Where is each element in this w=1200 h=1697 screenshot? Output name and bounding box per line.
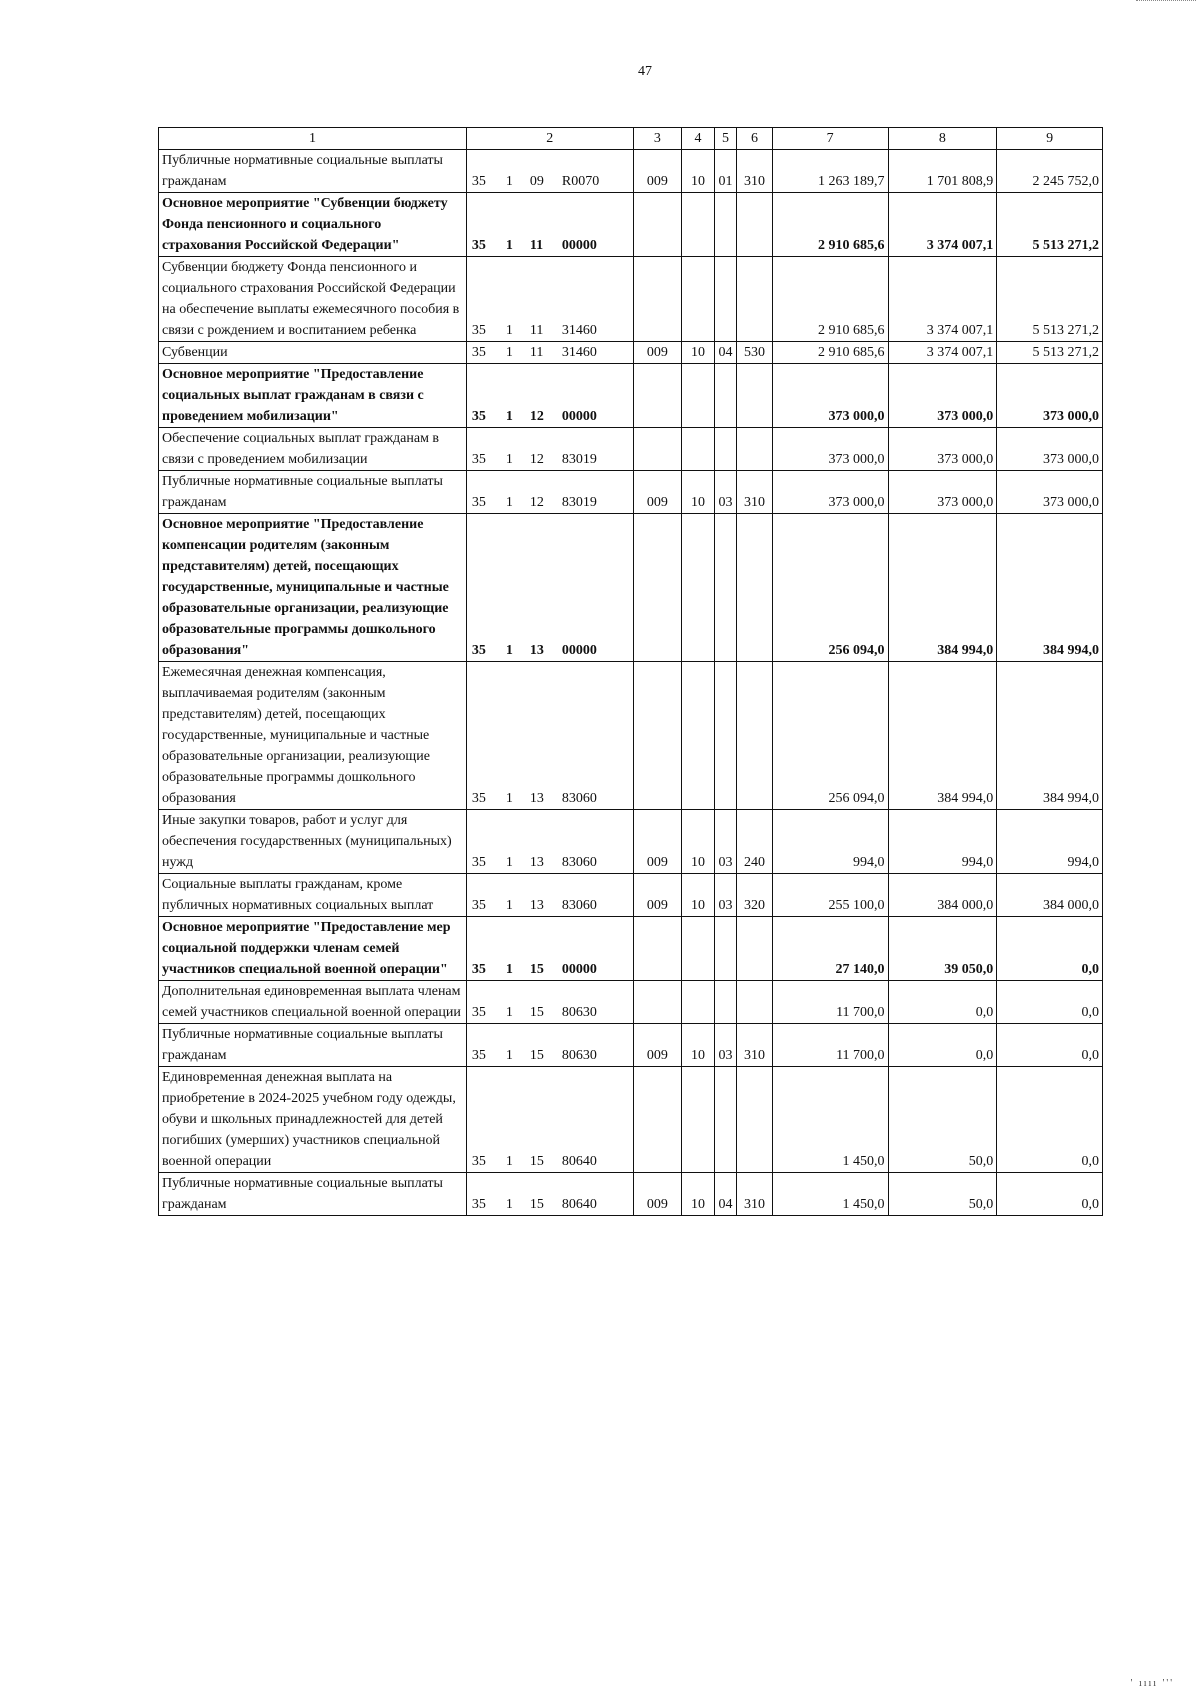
expense-type-code bbox=[737, 428, 773, 471]
amount-col-8: 1 701 808,9 bbox=[888, 150, 997, 193]
program-code-parts bbox=[470, 406, 630, 427]
amount-col-8: 3 374 007,1 bbox=[888, 342, 997, 364]
program-code-part: 00000 bbox=[561, 643, 597, 658]
department-code bbox=[633, 364, 682, 428]
amount-col-9: 384 994,0 bbox=[997, 662, 1103, 810]
department-code: 009 bbox=[633, 342, 682, 364]
expense-type-code: 530 bbox=[737, 342, 773, 364]
program-code-part: 15 bbox=[529, 1197, 544, 1212]
amount-col-8: 0,0 bbox=[888, 981, 997, 1024]
program-code bbox=[466, 193, 633, 257]
program-code-part: 1 bbox=[505, 174, 513, 189]
program-code-part: 13 bbox=[529, 855, 544, 870]
program-code-part: 83060 bbox=[561, 855, 597, 870]
program-code-part: 15 bbox=[529, 962, 544, 977]
amount-col-8: 384 000,0 bbox=[888, 874, 997, 917]
table-row bbox=[159, 810, 1103, 874]
amount-col-7: 256 094,0 bbox=[772, 514, 888, 662]
program-code-part: 00000 bbox=[561, 962, 597, 977]
expense-type-code bbox=[737, 364, 773, 428]
department-code bbox=[633, 193, 682, 257]
header-cell: 1 bbox=[159, 128, 467, 150]
program-code-parts bbox=[470, 959, 630, 980]
subsection-code: 01 bbox=[714, 150, 736, 193]
scan-corner-mark bbox=[1136, 0, 1196, 9]
expense-type-code bbox=[737, 193, 773, 257]
section-code bbox=[682, 257, 715, 342]
program-code bbox=[466, 342, 633, 364]
budget-table bbox=[158, 127, 1103, 1216]
program-code-part: 15 bbox=[529, 1005, 544, 1020]
section-code: 10 bbox=[682, 150, 715, 193]
table-row bbox=[159, 364, 1103, 428]
program-code-part: 1 bbox=[505, 1005, 513, 1020]
amount-col-9: 0,0 bbox=[997, 917, 1103, 981]
program-code-part: 35 bbox=[471, 962, 486, 977]
expense-type-code bbox=[737, 662, 773, 810]
subsection-code bbox=[714, 981, 736, 1024]
department-code: 009 bbox=[633, 1024, 682, 1067]
amount-col-8: 50,0 bbox=[888, 1173, 997, 1216]
program-code bbox=[466, 810, 633, 874]
program-code-part: 13 bbox=[529, 643, 544, 658]
section-code: 10 bbox=[682, 471, 715, 514]
program-code-part: 35 bbox=[471, 238, 486, 253]
header-cell: 6 bbox=[737, 128, 773, 150]
program-code-part: 1 bbox=[505, 643, 513, 658]
program-code-part: 12 bbox=[529, 409, 544, 424]
program-code-part: 31460 bbox=[561, 323, 597, 338]
subsection-code: 03 bbox=[714, 874, 736, 917]
row-name: Публичные нормативные социальные выплаты гражданам bbox=[159, 1173, 467, 1216]
department-code bbox=[633, 917, 682, 981]
program-code-part: 35 bbox=[471, 174, 486, 189]
program-code-parts bbox=[470, 342, 630, 363]
table-row bbox=[159, 514, 1103, 662]
amount-col-7: 373 000,0 bbox=[772, 428, 888, 471]
program-code-part: 12 bbox=[529, 452, 544, 467]
program-code-part: 35 bbox=[471, 323, 486, 338]
program-code bbox=[466, 364, 633, 428]
amount-col-8: 3 374 007,1 bbox=[888, 257, 997, 342]
department-code: 009 bbox=[633, 150, 682, 193]
amount-col-7: 256 094,0 bbox=[772, 662, 888, 810]
program-code-parts bbox=[470, 852, 630, 873]
amount-col-7: 373 000,0 bbox=[772, 364, 888, 428]
program-code bbox=[466, 917, 633, 981]
section-code bbox=[682, 662, 715, 810]
program-code-part: 15 bbox=[529, 1154, 544, 1169]
amount-col-7: 2 910 685,6 bbox=[772, 193, 888, 257]
program-code-part: 1 bbox=[505, 898, 513, 913]
table-row bbox=[159, 874, 1103, 917]
program-code bbox=[466, 874, 633, 917]
section-code bbox=[682, 514, 715, 662]
header-cell: 3 bbox=[633, 128, 682, 150]
amount-col-7: 1 263 189,7 bbox=[772, 150, 888, 193]
program-code-part: 80640 bbox=[561, 1154, 597, 1169]
amount-col-7: 2 910 685,6 bbox=[772, 257, 888, 342]
program-code-part: 1 bbox=[505, 323, 513, 338]
program-code-part: 31460 bbox=[561, 345, 597, 360]
program-code bbox=[466, 662, 633, 810]
program-code-part: 1 bbox=[505, 495, 513, 510]
amount-col-9: 373 000,0 bbox=[997, 428, 1103, 471]
header-cell: 9 bbox=[997, 128, 1103, 150]
program-code-part: 1 bbox=[505, 238, 513, 253]
header-cell: 4 bbox=[682, 128, 715, 150]
row-name: Социальные выплаты гражданам, кроме публичных нормативных социальных выплат bbox=[159, 874, 467, 917]
program-code-part: 13 bbox=[529, 898, 544, 913]
program-code-parts bbox=[470, 320, 630, 341]
program-code bbox=[466, 981, 633, 1024]
amount-col-7: 27 140,0 bbox=[772, 917, 888, 981]
program-code-part: 35 bbox=[471, 898, 486, 913]
table-row bbox=[159, 471, 1103, 514]
amount-col-8: 373 000,0 bbox=[888, 364, 997, 428]
program-code-part: 35 bbox=[471, 791, 486, 806]
table-row bbox=[159, 428, 1103, 471]
department-code bbox=[633, 981, 682, 1024]
expense-type-code: 310 bbox=[737, 150, 773, 193]
amount-col-7: 2 910 685,6 bbox=[772, 342, 888, 364]
program-code-part: 11 bbox=[529, 345, 544, 360]
table-row bbox=[159, 150, 1103, 193]
expense-type-code: 310 bbox=[737, 1024, 773, 1067]
amount-col-8: 994,0 bbox=[888, 810, 997, 874]
amount-col-7: 1 450,0 bbox=[772, 1067, 888, 1173]
department-code: 009 bbox=[633, 1173, 682, 1216]
program-code-part: 1 bbox=[505, 1197, 513, 1212]
program-code bbox=[466, 150, 633, 193]
row-name: Субвенции бюджету Фонда пенсионного и социального страхования Российской Федерации на обеспечение выплаты ежемесячного пособия в связи с рождением и воспитанием ребенка bbox=[159, 257, 467, 342]
section-code bbox=[682, 428, 715, 471]
amount-col-8: 0,0 bbox=[888, 1024, 997, 1067]
table-row bbox=[159, 917, 1103, 981]
amount-col-7: 11 700,0 bbox=[772, 1024, 888, 1067]
program-code-part: 83019 bbox=[561, 495, 597, 510]
expense-type-code: 310 bbox=[737, 1173, 773, 1216]
amount-col-8: 384 994,0 bbox=[888, 514, 997, 662]
page-number: 47 bbox=[638, 64, 652, 79]
expense-type-code bbox=[737, 981, 773, 1024]
program-code-part: R0070 bbox=[561, 174, 600, 189]
section-code bbox=[682, 917, 715, 981]
amount-col-9: 2 245 752,0 bbox=[997, 150, 1103, 193]
department-code: 009 bbox=[633, 874, 682, 917]
department-code: 009 bbox=[633, 471, 682, 514]
program-code-part: 35 bbox=[471, 1154, 486, 1169]
program-code-parts bbox=[470, 235, 630, 256]
program-code-part: 80640 bbox=[561, 1197, 597, 1212]
amount-col-9: 0,0 bbox=[997, 1173, 1103, 1216]
program-code bbox=[466, 1067, 633, 1173]
table-row bbox=[159, 257, 1103, 342]
program-code bbox=[466, 1024, 633, 1067]
subsection-code bbox=[714, 257, 736, 342]
department-code: 009 bbox=[633, 810, 682, 874]
header-cell: 5 bbox=[714, 128, 736, 150]
header-cell: 8 bbox=[888, 128, 997, 150]
program-code-part: 11 bbox=[529, 323, 544, 338]
subsection-code bbox=[714, 193, 736, 257]
table-row bbox=[159, 981, 1103, 1024]
amount-col-9: 0,0 bbox=[997, 1024, 1103, 1067]
header-cell: 7 bbox=[772, 128, 888, 150]
expense-type-code bbox=[737, 1067, 773, 1173]
row-name: Единовременная денежная выплата на приобретение в 2024-2025 учебном году одежды, обуви и школьных принадлежностей для детей погибших (умерших) участников специальной военной операции bbox=[159, 1067, 467, 1173]
program-code-part: 35 bbox=[471, 409, 486, 424]
subsection-code bbox=[714, 428, 736, 471]
department-code bbox=[633, 257, 682, 342]
amount-col-9: 5 513 271,2 bbox=[997, 342, 1103, 364]
program-code-part: 35 bbox=[471, 452, 486, 467]
row-name: Публичные нормативные социальные выплаты гражданам bbox=[159, 471, 467, 514]
table-row bbox=[159, 662, 1103, 810]
section-code bbox=[682, 364, 715, 428]
program-code-parts bbox=[470, 895, 630, 916]
program-code bbox=[466, 1173, 633, 1216]
program-code-part: 1 bbox=[505, 452, 513, 467]
amount-col-8: 50,0 bbox=[888, 1067, 997, 1173]
program-code-part: 1 bbox=[505, 1154, 513, 1169]
subsection-code: 03 bbox=[714, 1024, 736, 1067]
amount-col-9: 384 994,0 bbox=[997, 514, 1103, 662]
scan-bottom-mark: ' ıııı ''' bbox=[1130, 1678, 1174, 1689]
program-code-parts bbox=[470, 449, 630, 470]
row-name: Иные закупки товаров, работ и услуг для обеспечения государственных (муниципальных) нужд bbox=[159, 810, 467, 874]
row-name: Основное мероприятие "Предоставление мер социальной поддержки членам семей участников специальной военной операции" bbox=[159, 917, 467, 981]
program-code-part: 1 bbox=[505, 791, 513, 806]
program-code-parts bbox=[470, 1151, 630, 1172]
amount-col-9: 5 513 271,2 bbox=[997, 257, 1103, 342]
row-name: Публичные нормативные социальные выплаты гражданам bbox=[159, 150, 467, 193]
amount-col-8: 3 374 007,1 bbox=[888, 193, 997, 257]
amount-col-8: 384 994,0 bbox=[888, 662, 997, 810]
table-row bbox=[159, 1067, 1103, 1173]
section-code: 10 bbox=[682, 1173, 715, 1216]
program-code-parts bbox=[470, 1002, 630, 1023]
subsection-code: 03 bbox=[714, 471, 736, 514]
department-code bbox=[633, 514, 682, 662]
expense-type-code bbox=[737, 514, 773, 662]
section-code bbox=[682, 1067, 715, 1173]
row-name: Публичные нормативные социальные выплаты гражданам bbox=[159, 1024, 467, 1067]
amount-col-9: 373 000,0 bbox=[997, 471, 1103, 514]
amount-col-7: 255 100,0 bbox=[772, 874, 888, 917]
row-name: Обеспечение социальных выплат гражданам в связи с проведением мобилизации bbox=[159, 428, 467, 471]
program-code-part: 1 bbox=[505, 409, 513, 424]
table-row bbox=[159, 1173, 1103, 1216]
program-code-parts bbox=[470, 788, 630, 809]
program-code-part: 13 bbox=[529, 791, 544, 806]
amount-col-7: 1 450,0 bbox=[772, 1173, 888, 1216]
expense-type-code bbox=[737, 257, 773, 342]
amount-col-9: 0,0 bbox=[997, 1067, 1103, 1173]
program-code-part: 35 bbox=[471, 1005, 486, 1020]
program-code-part: 1 bbox=[505, 855, 513, 870]
section-code: 10 bbox=[682, 342, 715, 364]
program-code-part: 00000 bbox=[561, 238, 597, 253]
program-code-part: 00000 bbox=[561, 409, 597, 424]
program-code-part: 35 bbox=[471, 855, 486, 870]
program-code-part: 12 bbox=[529, 495, 544, 510]
subsection-code bbox=[714, 1067, 736, 1173]
amount-col-9: 0,0 bbox=[997, 981, 1103, 1024]
expense-type-code bbox=[737, 917, 773, 981]
subsection-code bbox=[714, 364, 736, 428]
section-code: 10 bbox=[682, 874, 715, 917]
program-code-parts bbox=[470, 1045, 630, 1066]
program-code-part: 80630 bbox=[561, 1005, 597, 1020]
amount-col-7: 373 000,0 bbox=[772, 471, 888, 514]
program-code-part: 35 bbox=[471, 1197, 486, 1212]
table-row bbox=[159, 342, 1103, 364]
table-row bbox=[159, 1024, 1103, 1067]
row-name: Ежемесячная денежная компенсация, выплачиваемая родителям (законным представителям) детей, посещающих государственные, муниципальные и частные образовательные организации, реализующие образовательные программы дошкольного образования bbox=[159, 662, 467, 810]
subsection-code bbox=[714, 514, 736, 662]
row-name: Субвенции bbox=[159, 342, 467, 364]
amount-col-8: 373 000,0 bbox=[888, 471, 997, 514]
budget-table-body bbox=[159, 128, 1103, 1216]
amount-col-7: 994,0 bbox=[772, 810, 888, 874]
subsection-code: 04 bbox=[714, 1173, 736, 1216]
amount-col-8: 373 000,0 bbox=[888, 428, 997, 471]
program-code-parts bbox=[470, 1194, 630, 1215]
amount-col-8: 39 050,0 bbox=[888, 917, 997, 981]
department-code bbox=[633, 428, 682, 471]
section-code bbox=[682, 981, 715, 1024]
program-code bbox=[466, 471, 633, 514]
program-code-part: 35 bbox=[471, 345, 486, 360]
section-code: 10 bbox=[682, 1024, 715, 1067]
program-code-part: 1 bbox=[505, 345, 513, 360]
program-code-part: 1 bbox=[505, 962, 513, 977]
department-code bbox=[633, 662, 682, 810]
header-cell: 2 bbox=[466, 128, 633, 150]
program-code-part: 80630 bbox=[561, 1048, 597, 1063]
subsection-code: 03 bbox=[714, 810, 736, 874]
program-code-part: 83060 bbox=[561, 898, 597, 913]
amount-col-7: 11 700,0 bbox=[772, 981, 888, 1024]
amount-col-9: 5 513 271,2 bbox=[997, 193, 1103, 257]
section-code bbox=[682, 193, 715, 257]
row-name: Основное мероприятие "Предоставление социальных выплат гражданам в связи с проведением мобилизации" bbox=[159, 364, 467, 428]
amount-col-9: 994,0 bbox=[997, 810, 1103, 874]
header-row bbox=[159, 128, 1103, 150]
amount-col-9: 373 000,0 bbox=[997, 364, 1103, 428]
program-code-parts bbox=[470, 492, 630, 513]
program-code-part: 09 bbox=[529, 174, 544, 189]
program-code-parts bbox=[470, 640, 630, 661]
program-code-parts bbox=[470, 171, 630, 192]
row-name: Основное мероприятие "Субвенции бюджету Фонда пенсионного и социального страхования Российской Федерации" bbox=[159, 193, 467, 257]
program-code bbox=[466, 257, 633, 342]
section-code: 10 bbox=[682, 810, 715, 874]
program-code-part: 83060 bbox=[561, 791, 597, 806]
program-code-part: 35 bbox=[471, 643, 486, 658]
program-code bbox=[466, 514, 633, 662]
program-code-part: 11 bbox=[529, 238, 544, 253]
row-name: Дополнительная единовременная выплата членам семей участников специальной военной операции bbox=[159, 981, 467, 1024]
program-code-part: 35 bbox=[471, 495, 486, 510]
subsection-code bbox=[714, 917, 736, 981]
subsection-code: 04 bbox=[714, 342, 736, 364]
row-name: Основное мероприятие "Предоставление компенсации родителям (законным представителям) детей, посещающих государственные, муниципальные и частные образовательные организации, реализующие образовательные программы дошкольного образования" bbox=[159, 514, 467, 662]
expense-type-code: 310 bbox=[737, 471, 773, 514]
program-code-part: 15 bbox=[529, 1048, 544, 1063]
program-code-part: 35 bbox=[471, 1048, 486, 1063]
expense-type-code: 320 bbox=[737, 874, 773, 917]
expense-type-code: 240 bbox=[737, 810, 773, 874]
program-code bbox=[466, 428, 633, 471]
department-code bbox=[633, 1067, 682, 1173]
table-row bbox=[159, 193, 1103, 257]
amount-col-9: 384 000,0 bbox=[997, 874, 1103, 917]
subsection-code bbox=[714, 662, 736, 810]
program-code-part: 1 bbox=[505, 1048, 513, 1063]
program-code-part: 83019 bbox=[561, 452, 597, 467]
